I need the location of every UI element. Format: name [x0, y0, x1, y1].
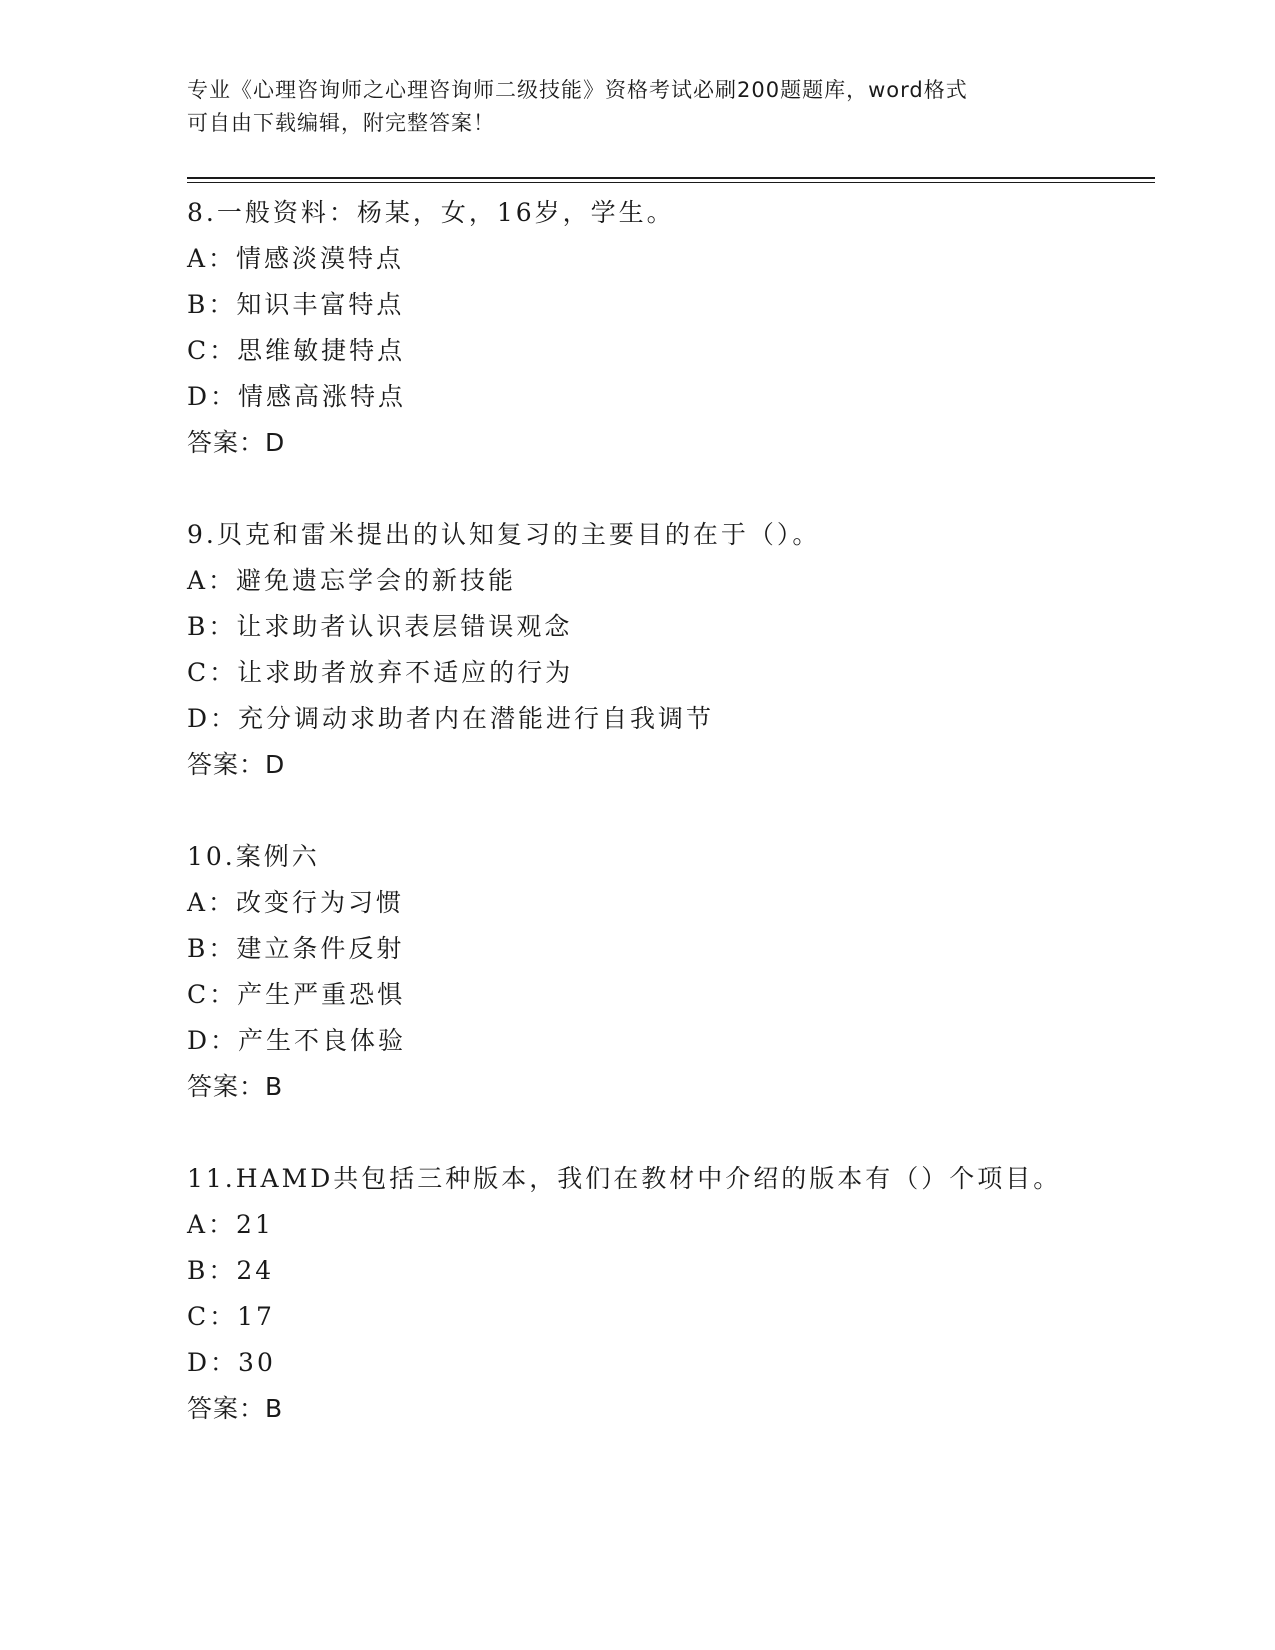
option-a: A：改变行为习惯	[187, 888, 405, 917]
option-c: C：产生严重恐惧	[187, 980, 406, 1009]
option-d: D：充分调动求助者内在潜能进行自我调节	[187, 704, 715, 733]
option-a: A：避免遗忘学会的新技能	[187, 566, 517, 595]
option-b: B：建立条件反射	[187, 934, 405, 963]
option-a: A：情感淡漠特点	[187, 244, 405, 273]
question-stem: 8.一般资料：杨某，女，16岁，学生。	[187, 198, 675, 227]
question-stem: 9.贝克和雷米提出的认知复习的主要目的在于（）。	[187, 520, 821, 549]
option-b: B：让求助者认识表层错误观念	[187, 612, 573, 641]
question-stem: 11.HAMD共包括三种版本，我们在教材中介绍的版本有（）个项目。	[187, 1164, 1062, 1193]
option-b: B：知识丰富特点	[187, 290, 405, 319]
header-line-1: 专业《心理咨询师之心理咨询师二级技能》资格考试必刷200题题库，word格式	[187, 78, 968, 102]
option-b: B：24	[187, 1256, 275, 1285]
option-c: C：思维敏捷特点	[187, 336, 406, 365]
option-d: D：情感高涨特点	[187, 382, 407, 411]
question-list	[187, 190, 1147, 1478]
answer-line: 答案：D	[187, 428, 286, 457]
header-line-2: 可自由下载编辑，附完整答案！	[187, 111, 495, 135]
option-d: D：30	[187, 1348, 276, 1377]
question-stem: 10.案例六	[187, 842, 320, 871]
option-a: A：21	[187, 1210, 274, 1239]
document-header	[187, 74, 1087, 140]
option-c: C：让求助者放弃不适应的行为	[187, 658, 574, 687]
question-10	[187, 834, 1147, 1110]
answer-line: 答案：D	[187, 750, 286, 779]
question-9	[187, 512, 1147, 788]
answer-line: 答案：B	[187, 1072, 284, 1101]
header-rule-thick	[187, 177, 1155, 179]
answer-line: 答案：B	[187, 1394, 284, 1423]
header-rule-thin	[187, 182, 1155, 183]
option-c: C：17	[187, 1302, 275, 1331]
question-11	[187, 1156, 1147, 1432]
question-8	[187, 190, 1147, 466]
option-d: D：产生不良体验	[187, 1026, 407, 1055]
